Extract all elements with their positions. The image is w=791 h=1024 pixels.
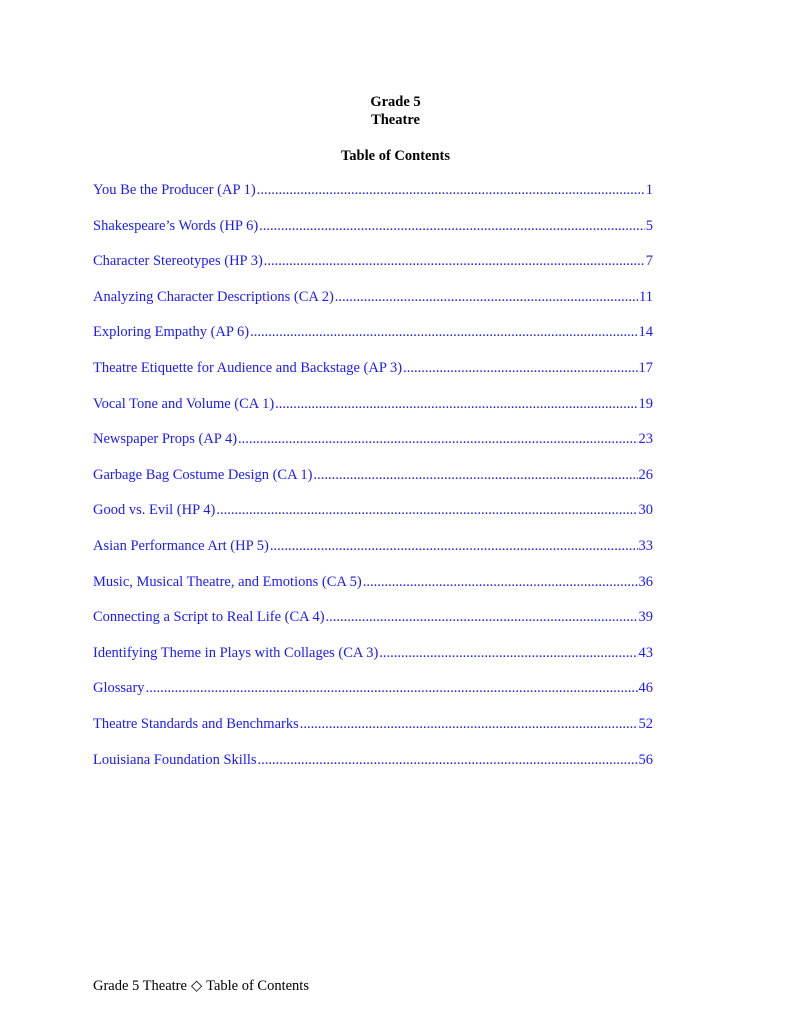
toc-entry-page-number: 46	[638, 680, 653, 697]
toc-dot-leader	[335, 289, 638, 306]
toc-entry[interactable]	[93, 360, 653, 396]
toc-entry[interactable]	[93, 574, 653, 610]
toc-dot-leader	[313, 467, 637, 484]
table-of-contents	[93, 182, 653, 787]
toc-entry[interactable]	[93, 467, 653, 503]
page-footer	[93, 978, 309, 995]
toc-entry-label: Shakespeare’s Words (HP 6)	[93, 217, 259, 234]
toc-entry-page-number: 11	[639, 288, 653, 305]
toc-entry-label: Good vs. Evil (HP 4)	[93, 502, 216, 519]
toc-entry-page-number: 17	[638, 359, 653, 376]
toc-entry-label: Analyzing Character Descriptions (CA 2)	[93, 288, 334, 305]
toc-entry-page-number: 36	[638, 573, 653, 590]
toc-dot-leader	[250, 324, 637, 341]
toc-entry-page-number: 7	[645, 253, 653, 270]
toc-entry-page-number: 1	[645, 182, 653, 198]
toc-dot-leader	[403, 360, 637, 377]
toc-entry[interactable]	[93, 752, 653, 788]
toc-entry-label: Glossary	[93, 680, 145, 697]
toc-entry[interactable]	[93, 253, 653, 289]
toc-dot-leader	[258, 752, 638, 769]
toc-entry[interactable]	[93, 680, 653, 716]
toc-entry-label: Identifying Theme in Plays with Collages (CA 3)	[93, 644, 379, 661]
toc-entry-page-number: 19	[638, 395, 653, 412]
toc-dot-leader	[326, 609, 638, 626]
toc-entry-page-number: 26	[638, 466, 653, 483]
toc-heading: Table of Contents	[340, 148, 451, 164]
toc-entry[interactable]	[93, 502, 653, 538]
toc-entry[interactable]	[93, 182, 653, 218]
toc-dot-leader	[259, 218, 645, 235]
toc-entry-page-number: 39	[638, 609, 653, 626]
footer-left-text: Grade 5 Theatre	[93, 978, 187, 994]
toc-dot-leader	[257, 182, 645, 199]
toc-entry[interactable]	[93, 324, 653, 360]
toc-entry-label: Character Stereotypes (HP 3)	[93, 253, 263, 270]
toc-entry-page-number: 14	[638, 324, 653, 341]
document-subtitle: Theatre	[371, 112, 420, 128]
toc-dot-leader	[216, 502, 637, 519]
toc-entry-label: Music, Musical Theatre, and Emotions (CA 5)	[93, 573, 362, 590]
toc-entry-page-number: 43	[638, 644, 653, 661]
toc-entry-label: You Be the Producer (AP 1)	[93, 182, 256, 198]
toc-entry[interactable]	[93, 645, 653, 681]
document-title: Grade 5	[370, 94, 421, 110]
toc-entry-label: Theatre Etiquette for Audience and Backstage (AP 3)	[93, 359, 403, 376]
toc-entry-label: Garbage Bag Costume Design (CA 1)	[93, 466, 313, 483]
toc-entry-label: Vocal Tone and Volume (CA 1)	[93, 395, 275, 412]
toc-dot-leader	[363, 574, 638, 591]
toc-entry[interactable]	[93, 289, 653, 325]
toc-entry-page-number: 56	[638, 751, 653, 768]
toc-entry[interactable]	[93, 609, 653, 645]
toc-dot-leader	[270, 538, 638, 555]
toc-entry-label: Exploring Empathy (AP 6)	[93, 324, 250, 341]
toc-entry-page-number: 5	[645, 217, 653, 234]
toc-entry-label: Newspaper Props (AP 4)	[93, 431, 238, 448]
toc-entry-label: Louisiana Foundation Skills	[93, 751, 257, 768]
toc-entry-page-number: 23	[638, 431, 653, 448]
toc-entry-label: Theatre Standards and Benchmarks	[93, 715, 299, 732]
toc-dot-leader	[379, 645, 637, 662]
diamond-icon: ◇	[190, 978, 203, 994]
toc-entry-page-number: 33	[638, 537, 653, 554]
toc-entry[interactable]	[93, 218, 653, 254]
toc-entry[interactable]	[93, 716, 653, 752]
toc-dot-leader	[238, 431, 637, 448]
toc-entry[interactable]	[93, 396, 653, 432]
toc-dot-leader	[264, 253, 645, 270]
toc-entry-label: Asian Performance Art (HP 5)	[93, 537, 269, 554]
toc-dot-leader	[300, 716, 638, 733]
toc-dot-leader	[275, 396, 637, 413]
toc-entry-page-number: 30	[638, 502, 653, 519]
toc-entry-page-number: 52	[638, 715, 653, 732]
toc-dot-leader	[146, 680, 638, 697]
toc-entry-label: Connecting a Script to Real Life (CA 4)	[93, 609, 325, 626]
toc-entry[interactable]	[93, 431, 653, 467]
footer-right-text: Table of Contents	[206, 978, 309, 994]
toc-entry[interactable]	[93, 538, 653, 574]
